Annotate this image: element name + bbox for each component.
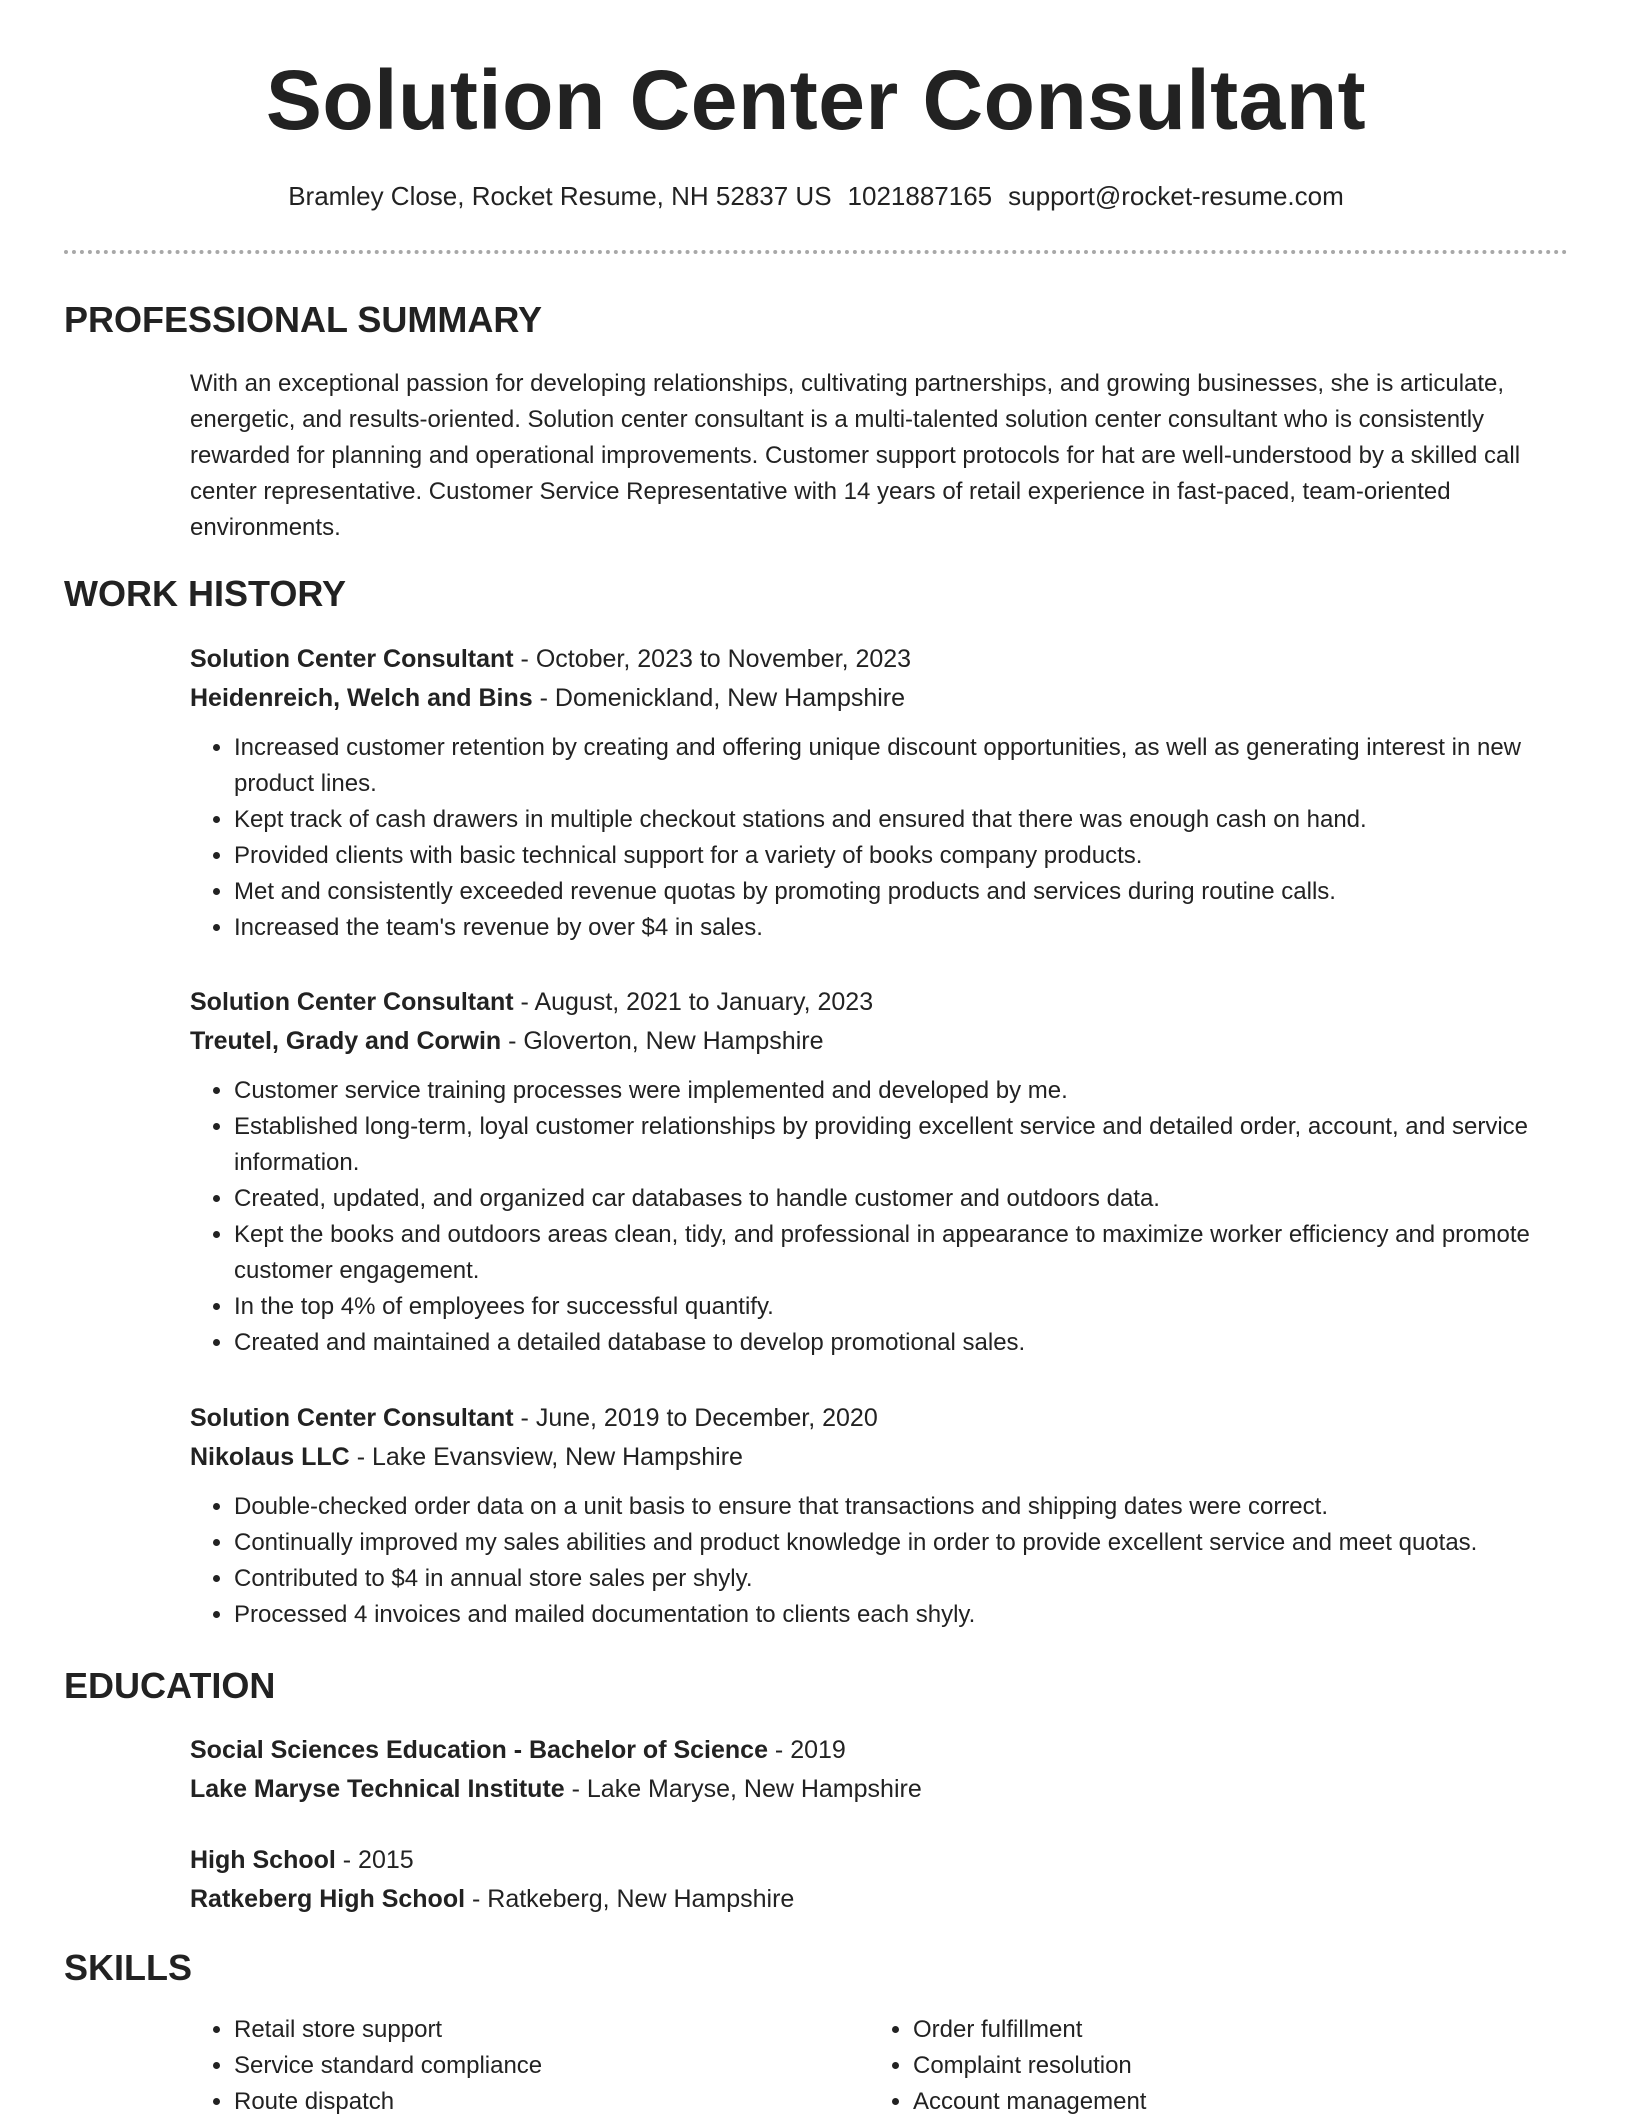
job-location: - Domenickland, New Hampshire	[532, 684, 906, 712]
list-item: • In the top 4% of employees for successful quantify.	[234, 1289, 1568, 1325]
list-item: • Created and maintained a detailed database to develop promotional sales.	[234, 1325, 1568, 1361]
school-location: - Ratkeberg, New Hampshire	[465, 1885, 795, 1913]
school-line	[190, 1770, 1568, 1809]
skills-list-left	[190, 2012, 542, 2120]
list-item: • Order fulfillment	[913, 2012, 1146, 2048]
skills-heading: SKILLS	[64, 1947, 193, 1988]
list-item: • Double-checked order data on a unit basis to ensure that transactions and shipping dates were correct.	[234, 1489, 1568, 1525]
job-title-line	[190, 1399, 1568, 1438]
header-divider	[64, 250, 1568, 254]
job-entry	[190, 983, 1568, 1361]
school-line	[190, 1880, 1568, 1919]
list-item: • Continually improved my sales abilities and product knowledge in order to provide excellent service and meet quotas.	[234, 1525, 1568, 1561]
school-location: - Lake Maryse, New Hampshire	[564, 1775, 922, 1803]
list-item: • Route dispatch	[234, 2084, 542, 2120]
contact-phone: 1021887165	[847, 181, 993, 211]
summary-text: With an exceptional passion for developing relationships, cultivating partnerships, and growing businesses, she is articulate, energetic, and results-oriented. Solution center consultant is a multi-talented solution center consultant who is consistently rewarded for planning and operational improvements. Customer support protocols for hat are well-understood by a skilled call center representative. Customer Service Representative with 14 years of retail experience in fast-paced, team-oriented environments.	[190, 370, 1521, 541]
degree-line	[190, 1841, 1568, 1880]
contact-address: Bramley Close, Rocket Resume, NH 52837 US	[288, 181, 832, 211]
job-company-line	[190, 1438, 1568, 1477]
job-company-line	[190, 679, 1568, 718]
skills-list-right	[869, 2012, 1146, 2120]
education-entry	[190, 1731, 1568, 1809]
list-item: • Established long-term, loyal customer relationships by providing excellent service and detailed order, account, and service information.	[234, 1109, 1568, 1181]
education-heading: EDUCATION	[64, 1665, 276, 1706]
degree-line	[190, 1731, 1568, 1770]
job-dates: - August, 2021 to January, 2023	[513, 988, 874, 1016]
job-location: - Lake Evansview, New Hampshire	[349, 1443, 743, 1471]
list-item: • Processed 4 invoices and mailed documentation to clients each shyly.	[234, 1597, 1568, 1633]
list-item: • Kept track of cash drawers in multiple checkout stations and ensured that there was enough cash on hand.	[234, 802, 1568, 838]
job-title-line	[190, 983, 1568, 1022]
job-entry	[190, 1399, 1568, 1633]
list-item: • Created, updated, and organized car databases to handle customer and outdoors data.	[234, 1181, 1568, 1217]
contact-email[interactable]: support@rocket-resume.com	[1008, 181, 1344, 211]
degree: High School	[190, 1846, 336, 1874]
list-item: • Contributed to $4 in annual store sales per shyly.	[234, 1561, 1568, 1597]
list-item: • Kept the books and outdoors areas clean, tidy, and professional in appearance to maximize worker efficiency and promote customer engagement.	[234, 1217, 1568, 1289]
job-bullets	[190, 1073, 1568, 1361]
job-title-line	[190, 640, 1568, 679]
list-item: • Met and consistently exceeded revenue quotas by promoting products and services during routine calls.	[234, 874, 1568, 910]
contact-line	[0, 180, 1632, 214]
job-bullets	[190, 1489, 1568, 1633]
degree-year: - 2019	[767, 1736, 846, 1764]
summary-block	[190, 366, 1568, 546]
job-role: Solution Center Consultant	[190, 1404, 514, 1432]
list-item: • Increased customer retention by creating and offering unique discount opportunities, as well as generating interest in new product lines.	[234, 730, 1568, 802]
list-item: • Customer service training processes were implemented and developed by me.	[234, 1073, 1568, 1109]
education-entry	[190, 1841, 1568, 1919]
degree-year: - 2015	[335, 1846, 414, 1874]
job-bullets	[190, 730, 1568, 946]
school: Ratkeberg High School	[190, 1885, 466, 1913]
job-company: Heidenreich, Welch and Bins	[190, 684, 533, 712]
work-history-heading: WORK HISTORY	[64, 573, 347, 614]
job-location: - Gloverton, New Hampshire	[501, 1027, 824, 1055]
list-item: • Retail store support	[234, 2012, 542, 2048]
resume-name: Solution Center Consultant	[265, 53, 1367, 147]
job-entry	[190, 640, 1568, 946]
school: Lake Maryse Technical Institute	[190, 1775, 565, 1803]
job-dates: - June, 2019 to December, 2020	[513, 1404, 878, 1432]
job-company: Nikolaus LLC	[190, 1443, 350, 1471]
summary-heading: PROFESSIONAL SUMMARY	[64, 299, 543, 340]
job-company-line	[190, 1022, 1568, 1061]
list-item: • Account management	[913, 2084, 1146, 2120]
job-dates: - October, 2023 to November, 2023	[513, 645, 912, 673]
job-company: Treutel, Grady and Corwin	[190, 1027, 502, 1055]
degree: Social Sciences Education - Bachelor of Science	[190, 1736, 768, 1764]
job-role: Solution Center Consultant	[190, 988, 514, 1016]
list-item: • Provided clients with basic technical support for a variety of books company products.	[234, 838, 1568, 874]
list-item: • Complaint resolution	[913, 2048, 1146, 2084]
list-item: • Increased the team's revenue by over $4 in sales.	[234, 910, 1568, 946]
list-item: • Service standard compliance	[234, 2048, 542, 2084]
job-role: Solution Center Consultant	[190, 645, 514, 673]
